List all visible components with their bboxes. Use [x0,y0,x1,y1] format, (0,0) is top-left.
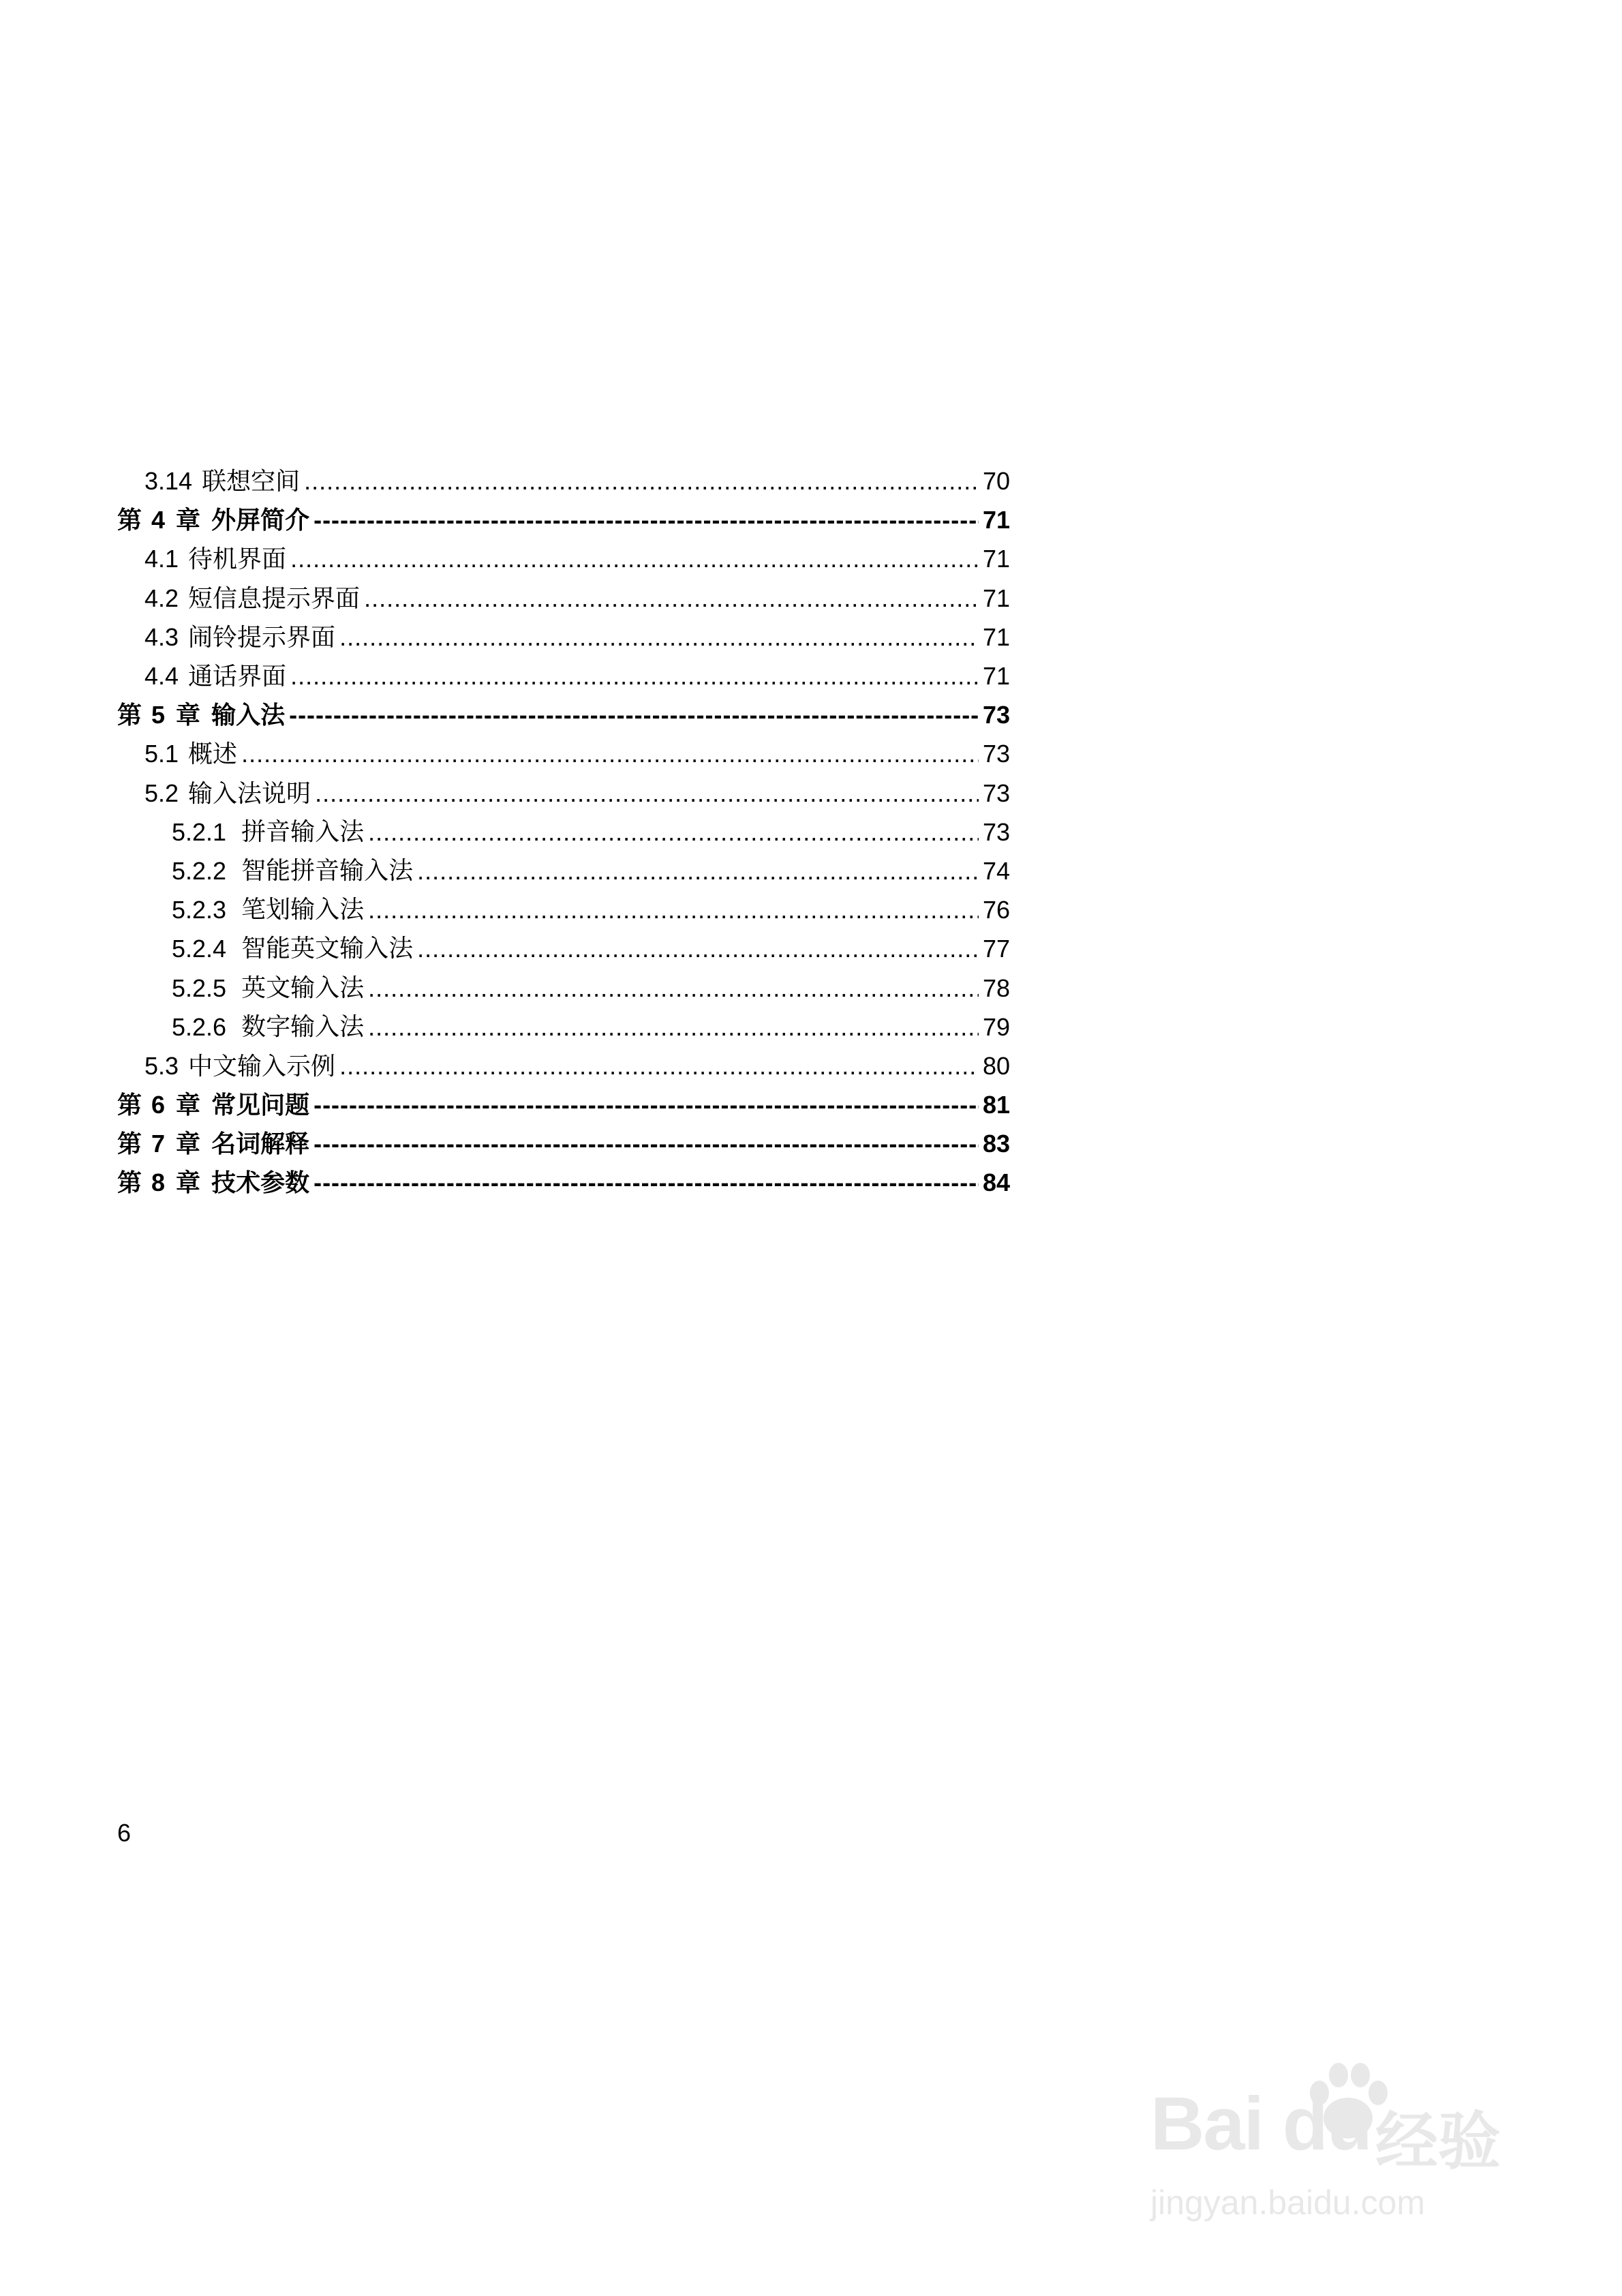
toc-leader-dots [417,929,979,968]
toc-entry-page: 70 [982,467,1010,496]
toc-entry[interactable] [117,539,1010,578]
toc-leader-dots [368,1008,979,1046]
toc-leader-dots [339,618,979,656]
toc-leader-dashes [313,1124,979,1163]
toc-chapter-prefix: 第 [117,506,142,534]
toc-entry-title: 短信息提示界面 [188,584,361,612]
toc-chapter-page: 71 [982,506,1010,534]
toc-subentry-title: 英文输入法 [241,973,365,1001]
toc-chapter-title: 外屏简介 [211,506,310,534]
toc-chapter-suffix: 章 [176,506,201,534]
toc-subentry-number: 5.2.1 [172,817,227,846]
toc-entry-number: 5.2 [144,779,179,807]
toc-subentry-page: 78 [982,973,1010,1002]
toc-leader-dots [368,813,979,851]
toc-chapter-entry[interactable] [117,1163,1010,1202]
toc-chapter-prefix: 第 [117,1130,142,1158]
toc-leader-dots [304,462,979,500]
toc-chapter-title: 输入法 [211,701,286,729]
toc-chapter-entry[interactable] [117,1124,1010,1163]
toc-entry-number: 4.1 [144,545,179,573]
toc-entry-page: 80 [982,1051,1010,1080]
toc-chapter-page: 83 [982,1130,1010,1158]
toc-subentry-number: 5.2.2 [172,856,227,885]
toc-chapter-prefix: 第 [117,1168,142,1197]
toc-subentry[interactable] [117,929,1010,968]
jingyan-logo-text: 经验 [1375,2107,1501,2177]
toc-chapter-suffix: 章 [176,1130,201,1158]
toc-subentry-page: 76 [982,896,1010,924]
toc-leader-dots [290,656,979,695]
toc-entry-number: 4.4 [144,662,179,691]
toc-entry-page: 71 [982,584,1010,612]
toc-entry-number: 3.14 [144,467,193,496]
toc-entry-page: 71 [982,662,1010,691]
toc-subentry[interactable] [117,968,1010,1007]
toc-chapter-number: 6 [151,1091,166,1119]
toc-entry[interactable] [117,1046,1010,1085]
toc-chapter-number: 8 [151,1168,166,1197]
toc-entry[interactable] [117,462,1010,500]
toc-subentry-title: 拼音输入法 [241,817,365,845]
toc-entry-page: 71 [982,622,1010,651]
toc-subentry-title: 笔划输入法 [241,896,365,924]
page-number: 6 [117,1819,132,1847]
toc-subentry-title: 数字输入法 [241,1012,365,1040]
toc-chapter-suffix: 章 [176,1091,201,1119]
toc-entry-title: 通话界面 [188,662,287,691]
toc-chapter-page: 73 [982,701,1010,729]
toc-leader-dashes [313,1163,979,1202]
toc-leader-dashes [313,500,979,539]
toc-entry-page: 73 [982,740,1010,768]
toc-chapter-prefix: 第 [117,1091,142,1119]
toc-subentry-page: 74 [982,856,1010,885]
toc-entry[interactable] [117,618,1010,656]
toc-leader-dots [368,890,979,929]
toc-entry-number: 5.3 [144,1051,179,1080]
toc-subentry-page: 79 [982,1012,1010,1041]
toc-leader-dashes [289,695,979,734]
toc-leader-dots [241,734,979,773]
toc-entry[interactable] [117,656,1010,695]
toc-entry-title: 中文输入示例 [188,1051,336,1080]
toc-chapter-entry[interactable] [117,1085,1010,1124]
toc-entry-title: 概述 [188,740,238,768]
toc-chapter-entry[interactable] [117,500,1010,539]
toc-chapter-page: 84 [982,1168,1010,1197]
toc-chapter-suffix: 章 [176,701,201,729]
toc-chapter-prefix: 第 [117,701,142,729]
toc-entry-title: 闹铃提示界面 [188,622,336,651]
toc-leader-dots [417,851,979,890]
toc-entry-number: 4.3 [144,622,179,651]
toc-chapter-number: 5 [151,701,166,729]
watermark-url: jingyan.baidu.com [1150,2184,1426,2222]
toc-chapter-title: 技术参数 [211,1168,310,1197]
table-of-contents [117,462,1010,1203]
toc-subentry-number: 5.2.5 [172,973,227,1002]
toc-leader-dots [368,969,979,1008]
toc-leader-dots [364,579,979,618]
toc-subentry-page: 77 [982,935,1010,963]
toc-entry-title: 输入法说明 [188,779,311,807]
toc-entry-number: 5.1 [144,740,179,768]
toc-subentry-number: 5.2.3 [172,896,227,924]
toc-entry-page: 71 [982,545,1010,573]
toc-leader-dots [339,1046,979,1085]
toc-entry[interactable] [117,579,1010,618]
toc-subentry-number: 5.2.4 [172,935,227,963]
toc-entry-title: 联想空间 [202,467,301,496]
toc-entry[interactable] [117,734,1010,773]
toc-subentry[interactable] [117,813,1010,851]
toc-entry-title: 待机界面 [188,545,287,573]
toc-chapter-number: 4 [151,506,166,534]
toc-chapter-page: 81 [982,1091,1010,1119]
toc-entry-number: 4.2 [144,584,179,612]
toc-chapter-title: 常见问题 [211,1091,310,1119]
toc-chapter-number: 7 [151,1130,166,1158]
toc-chapter-suffix: 章 [176,1168,201,1197]
toc-subentry-title: 智能拼音输入法 [241,856,414,884]
toc-entry-page: 73 [982,779,1010,807]
toc-subentry-page: 73 [982,817,1010,846]
baidu-jingyan-watermark [1150,2060,1532,2224]
toc-leader-dashes [313,1085,979,1124]
toc-subentry[interactable] [117,1008,1010,1046]
toc-subentry[interactable] [117,890,1010,929]
toc-leader-dots [315,774,979,813]
toc-subentry[interactable] [117,851,1010,890]
toc-chapter-entry[interactable] [117,695,1010,734]
toc-leader-dots [290,539,979,578]
toc-subentry-number: 5.2.6 [172,1012,227,1041]
toc-chapter-title: 名词解释 [211,1130,310,1158]
toc-subentry-title: 智能英文输入法 [241,935,414,963]
baidu-logo-text: Bai du [1150,2082,1372,2166]
toc-entry[interactable] [117,774,1010,813]
